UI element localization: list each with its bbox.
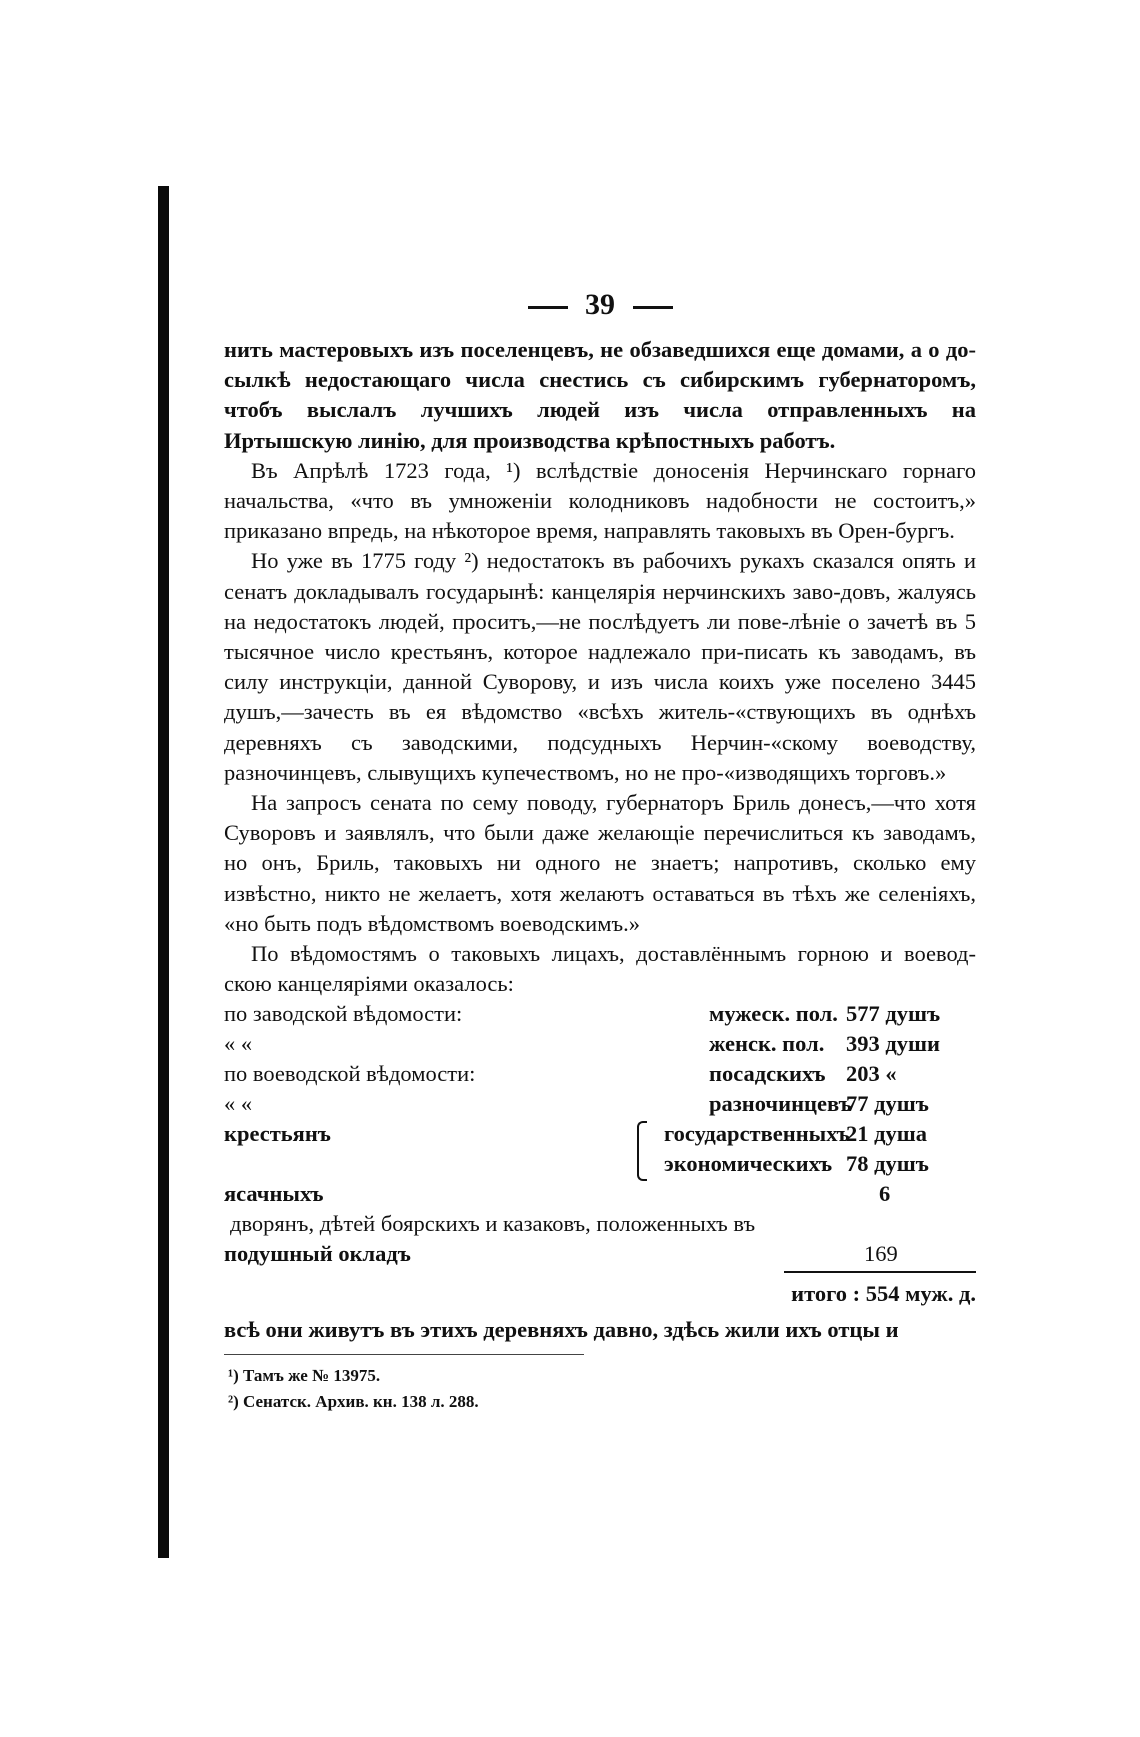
left-ornament <box>528 306 568 309</box>
tally-value: 203 « <box>846 1061 897 1087</box>
tally-category: государственныхъ <box>664 1121 850 1147</box>
tally-value: 21 душа <box>846 1121 928 1147</box>
last-line: всѣ они живутъ въ этихъ деревняхъ давно, здѣсь жили ихъ отцы и <box>224 1317 899 1343</box>
tally-label: по заводской вѣдомости: <box>224 1001 463 1027</box>
tally-value: 6 <box>879 1181 891 1207</box>
tally-row <box>224 1119 976 1149</box>
tally-category: женск. пол. <box>709 1031 825 1057</box>
tally-value: 393 души <box>846 1031 940 1057</box>
total-row <box>224 1279 976 1309</box>
tally-value: 78 душъ <box>846 1151 929 1177</box>
tally-table <box>224 999 976 1309</box>
tally-row <box>224 1059 976 1089</box>
page-number: 39 <box>585 288 615 321</box>
tally-category: разночинцевъ <box>709 1091 852 1117</box>
paragraph-5: По вѣдомостямъ о таковыхъ лицахъ, доставлённымъ горною и воевод-скою канцеляріями оказалось: <box>224 941 976 997</box>
total-label: итого <box>791 1281 848 1307</box>
tally-category: экономическихъ <box>664 1151 833 1177</box>
footnote-2: ²) Сенатск. Архив. кн. 138 л. 288. <box>228 1391 479 1411</box>
tally-category: мужеск. пол. <box>709 1001 838 1027</box>
binding-edge <box>158 186 169 1558</box>
paragraph-1: нить мастеровыхъ изъ поселенцевъ, не обзаведшихся еще домами, а о до-сылкѣ недостающаго числа снестись съ сибирскимъ губернаторомъ, чтобъ выслалъ лучшихъ людей изъ числа отправленныхъ на Иртышскую линію, для производства крѣпостныхъ работъ. <box>224 337 976 453</box>
footnote-1: ¹) Тамъ же № 13975. <box>228 1365 381 1385</box>
right-ornament <box>633 306 673 309</box>
paragraph-3: Но уже въ 1775 году ²) недостатокъ въ рабочихъ рукахъ сказался опять и сенатъ докладывалъ государынѣ: канцелярія нерчинскихъ заво-довъ, жалуясь на недостатокъ людей, проситъ,—не послѣдуетъ ли пове-лѣніе о зачетѣ въ 5 тысячное число крестьянъ, которое надлежало при-писать къ заводамъ, въ силу инструкціи, данной Суворову, и изъ числа коихъ уже поселено 3445 душъ,—зачесть въ ея вѣдомство «всѣхъ житель-«ствующихъ въ однѣхъ деревняхъ съ заводскими, подсудныхъ Нерчин-«скому воеводству, разночинцевъ, слывущихъ купечествомъ, но не про-«изводящихъ торговъ.» <box>224 548 976 785</box>
tally-category: посадскихъ <box>709 1061 826 1087</box>
tally-value: 77 душъ <box>846 1091 929 1117</box>
footnote-rule <box>224 1354 584 1355</box>
sum-rule <box>784 1271 976 1273</box>
tally-row <box>224 1089 976 1119</box>
tally-label: крестьянъ <box>224 1121 331 1147</box>
nobles-row <box>224 1209 976 1239</box>
paragraph-4: На запросъ сената по сему поводу, губернаторъ Бриль донесъ,—что хотя Суворовъ и заявлялъ, что были даже желающіе перечислиться къ заводамъ, но онъ, Бриль, таковыхъ ни одного не знаетъ; напротивъ, сколько ему извѣстно, никто не желаетъ, хотя желаютъ оставаться въ тѣхъ же селеніяхъ, «но быть подъ вѣдомствомъ воеводскимъ.» <box>224 790 976 936</box>
tally-row <box>224 1149 976 1179</box>
tally-row <box>224 999 976 1029</box>
paragraph-2: Въ Апрѣлѣ 1723 года, ¹) вслѣдствіе доносенія Нерчинскаго горнаго начальства, «что въ умноженіи колодниковъ надобности не состоитъ,» приказано впредь, на нѣкоторое время, направлять таковыхъ въ Орен-бургъ. <box>224 457 976 544</box>
peasants-group <box>224 1119 976 1179</box>
tally-label: « « <box>224 1031 253 1057</box>
tally-row <box>224 1029 976 1059</box>
nobles-row <box>224 1239 976 1269</box>
nobles-label: подушный окладъ <box>224 1241 411 1267</box>
tally-label: « « <box>224 1091 253 1117</box>
page-header <box>224 285 976 325</box>
nobles-value: 169 <box>864 1241 898 1267</box>
tally-row <box>224 1179 976 1209</box>
tally-label: по воеводской вѣдомости: <box>224 1061 476 1087</box>
tally-label: ясачныхъ <box>224 1181 324 1207</box>
page-body <box>224 285 976 1415</box>
nobles-label: дворянъ, дѣтей боярскихъ и казаковъ, положенныхъ въ <box>230 1211 756 1237</box>
total-value: : 554 муж. д. <box>852 1281 976 1307</box>
tally-value: 577 душъ <box>846 1001 941 1027</box>
